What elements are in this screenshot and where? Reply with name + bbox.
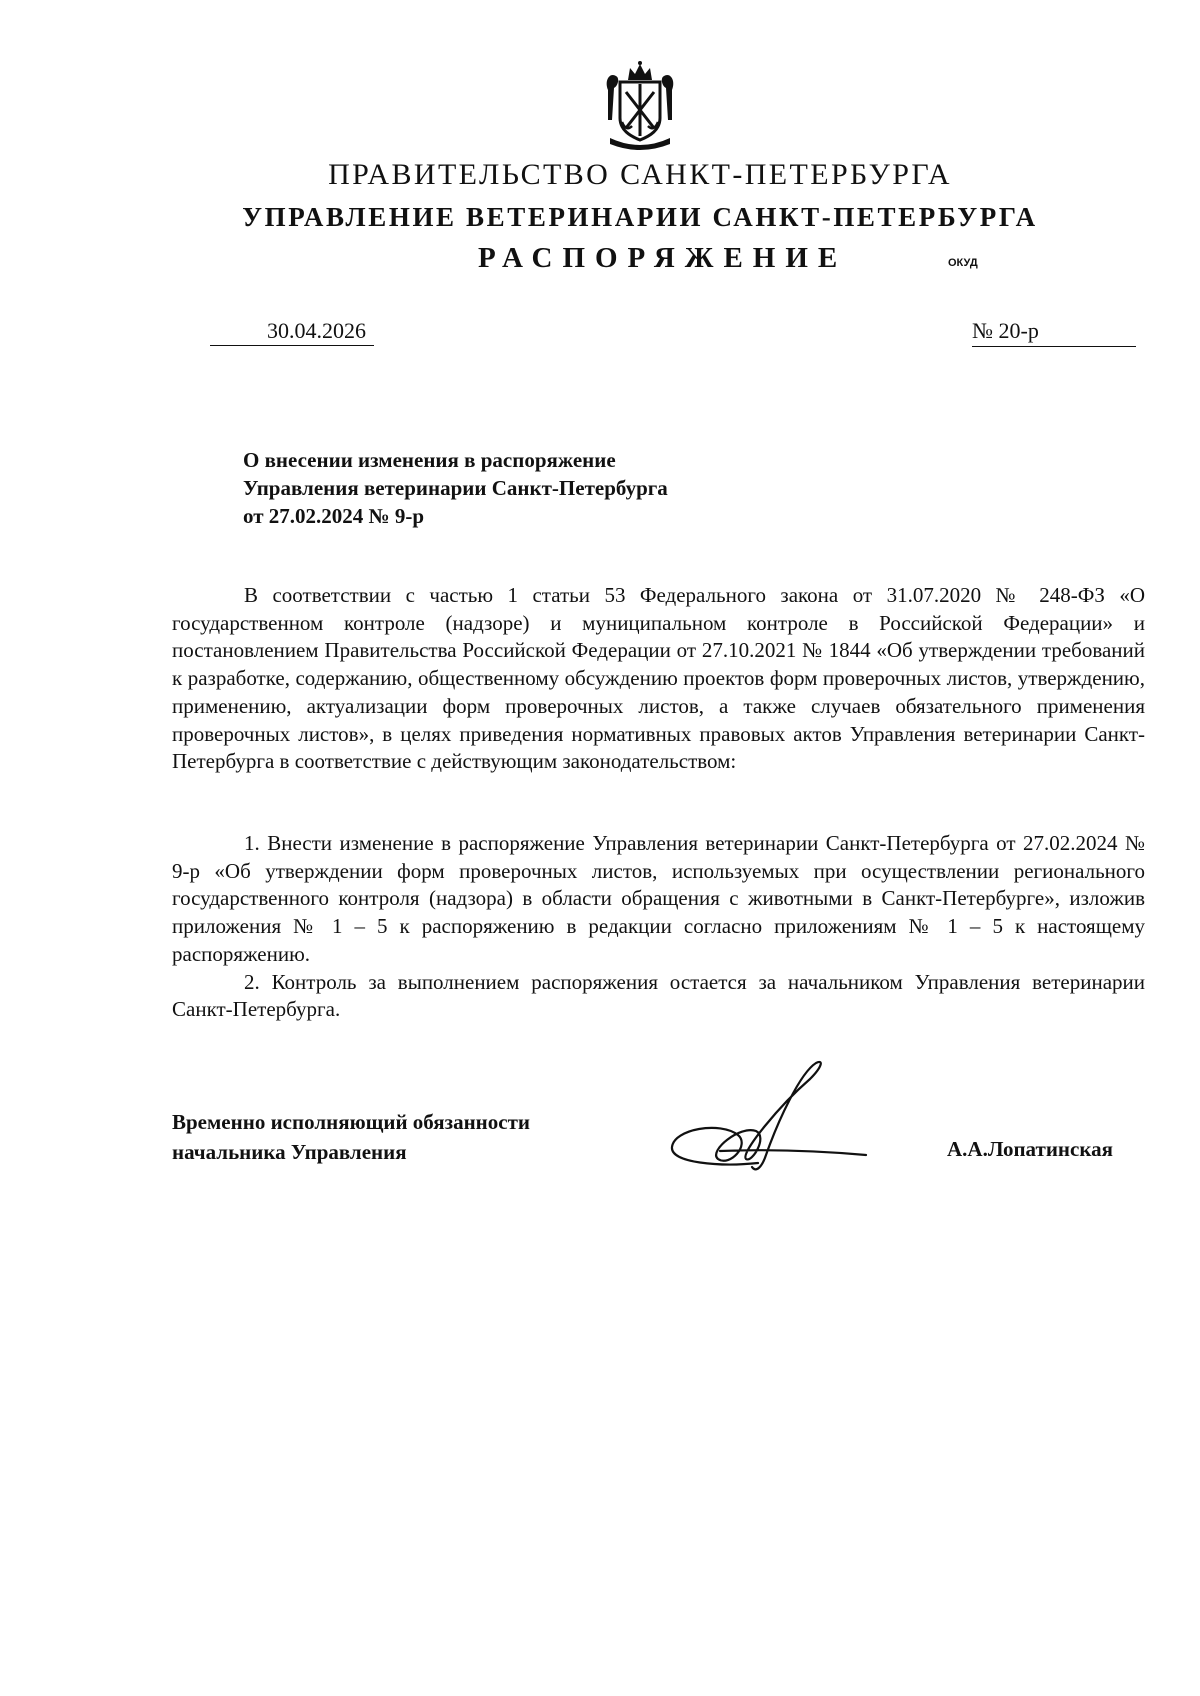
document-date: 30.04.2026 [210,318,374,346]
preamble-paragraph: В соответствии с частью 1 статьи 53 Федерального закона от 31.07.2020 № 248-ФЗ «О государственном контроле (надзоре) и муниципальном контроле в Российской Федерации» и постановлением Правительства Российской Федерации от 27.10.2021 № 1844 «Об утверждении требований к разработке, содержанию, общественному обсуждению проектов форм проверочных листов, утверждению, применению, актуализации форм проверочных листов, а также случаев обязательного применения проверочных листов», в целях приведения нормативных правовых актов Управления ветеринарии Санкт-Петербурга в соответствие с действующим законодательством: [172,583,1145,774]
document-subject [243,446,668,530]
government-title: ПРАВИТЕЛЬСТВО САНКТ-ПЕТЕРБУРГА [328,158,952,191]
subject-line: О внесении изменения в распоряжение [243,448,616,472]
preamble-section [172,582,1145,776]
signatory-title-line: Временно исполняющий обязанности [172,1110,531,1134]
signatory-name: А.А.Лопатинская [947,1137,1113,1161]
handwritten-signature [660,1055,880,1185]
document-number: № 20-р [972,318,1136,347]
order-item: 1. Внести изменение в распоряжение Управления ветеринарии Санкт-Петербурга от 27.02.2024 № 9-р «Об утверждении форм проверочных листов, используемых при осуществлении регионального государственного контроля (надзора) в области обращения с животными в Санкт-Петербурге», изложив приложения № 1 – 5 к распоряжению в редакции согласно приложениям № 1 – 5 к настоящему распоряжению. [172,831,1145,966]
order-item: 2. Контроль за выполнением распоряжения остается за начальником Управления ветеринарии Санкт-Петербурга. [172,969,1145,1022]
document-type-title: РАСПОРЯЖЕНИЕ [478,242,848,274]
order-items-section [172,830,1145,1024]
signatory-title-line: начальника Управления [172,1140,407,1164]
subject-line: Управления ветеринарии Санкт-Петербурга [243,476,668,500]
okud-label: ОКУД [948,257,978,269]
coat-of-arms-emblem [600,60,680,152]
department-title: УПРАВЛЕНИЕ ВЕТЕРИНАРИИ САНКТ-ПЕТЕРБУРГА [242,202,1038,232]
subject-line: от 27.02.2024 № 9-р [243,504,425,528]
signatory-title [172,1107,530,1167]
